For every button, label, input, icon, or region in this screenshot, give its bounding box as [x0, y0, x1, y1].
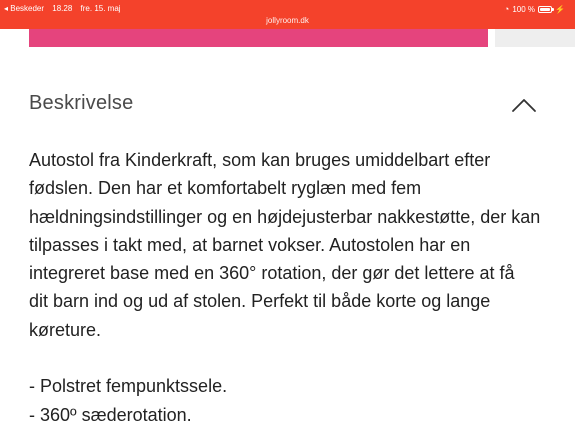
- description-line: køreture.: [29, 319, 102, 340]
- add-to-cart-bar[interactable]: [29, 29, 488, 47]
- url-label[interactable]: jollyroom.dk: [266, 16, 309, 25]
- status-date: fre. 15. maj: [80, 4, 121, 13]
- paragraph-spacer: [29, 344, 559, 372]
- description-line: integreret base med en 360° rotation, der gør det lettere at få: [29, 263, 515, 284]
- section-title[interactable]: Beskrivelse: [29, 92, 134, 114]
- description-paragraph: [29, 146, 559, 344]
- description-line: dit barn ind og ud af stolen. Perfekt til både korte og lange: [29, 291, 491, 312]
- feature-item: - 360º sæderotation.: [29, 404, 192, 425]
- status-time: 18.28: [52, 4, 73, 13]
- description-line: Autostol fra Kinderkraft, som kan bruges umiddelbart efter: [29, 150, 491, 170]
- back-to-messages-link[interactable]: ◂ Beskeder: [4, 4, 45, 13]
- status-bar: [0, 0, 575, 29]
- status-left: [4, 4, 127, 13]
- battery-icon: [538, 6, 552, 13]
- secondary-button[interactable]: [495, 29, 575, 47]
- description-line: tilpasses i takt med, at barnet vokser. Autostolen har en: [29, 234, 471, 255]
- chevron-up-icon[interactable]: [511, 97, 537, 113]
- charging-icon: ⚡: [555, 4, 565, 14]
- wifi-icon: ◔: [503, 4, 510, 14]
- feature-list: [29, 372, 559, 429]
- description-line: fødslen. Den har et komfortabelt ryglæn med fem: [29, 178, 422, 199]
- description-line: hældningsindstillinger og en højdejusterbar nakkestøtte, der kan: [29, 206, 541, 227]
- status-right: [504, 4, 565, 14]
- description-text: [29, 146, 559, 429]
- feature-item: - Polstret fempunktssele.: [29, 376, 228, 397]
- battery-percentage: 100 %: [512, 4, 536, 14]
